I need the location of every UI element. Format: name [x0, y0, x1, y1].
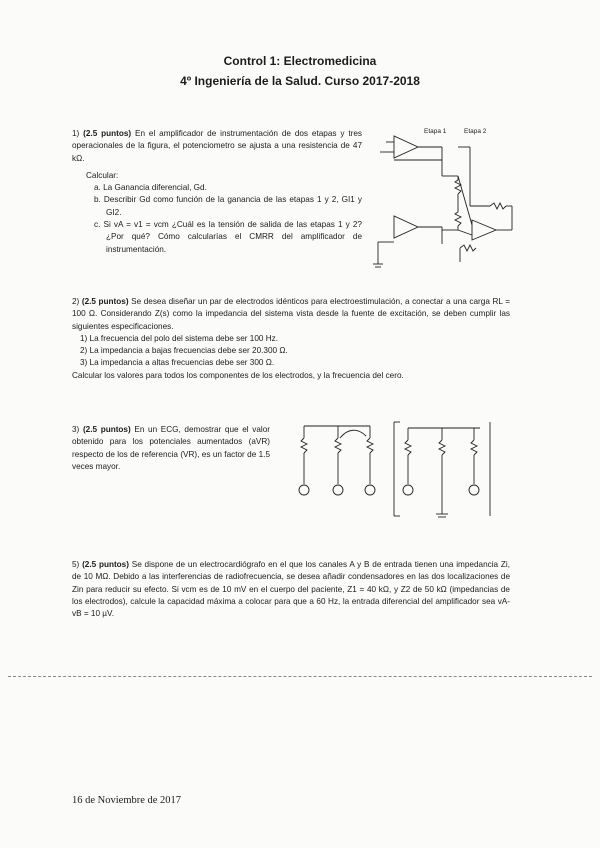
q3-points: (2.5 puntos) — [82, 425, 131, 434]
q2-spec-1: 1) La frecuencia del polo del sistema debe ser 100 Hz. — [80, 333, 278, 343]
q2-points: (2.5 puntos) — [81, 297, 129, 306]
q1-calc: Calcular: — [86, 170, 119, 180]
instrumentation-amplifier-figure — [372, 124, 520, 274]
q2-tail: Calcular los valores para todos los componentes de los electrodos, y la frecuencia del cero. — [72, 370, 404, 380]
question-5 — [72, 559, 510, 620]
q1-item-b: b. Describir Gd como función de la ganancia de las etapas 1 y 2, GI1 y GI2. — [94, 195, 362, 217]
q1-text: En el amplificador de instrumentación de dos etapas y tres operacionales de la figura, el potenciometro se ajusta a una resistencia de 47 kΩ. — [72, 129, 362, 163]
q2-number: 2) — [72, 297, 80, 306]
q2-spec-3: 3) La impedancia a altas frecuencias debe ser 300 Ω. — [80, 358, 275, 368]
page-divider — [8, 676, 592, 677]
q1-item-a: a. La Ganancia diferencial, Gd. — [94, 183, 207, 193]
q5-points: (2.5 puntos) — [82, 560, 129, 569]
question-2 — [72, 296, 510, 382]
exam-date: 16 de Noviembre de 2017 — [72, 795, 182, 806]
question-3 — [72, 424, 270, 473]
q3-number: 3) — [72, 425, 80, 434]
ecg-leads-figure — [290, 416, 500, 524]
q5-number: 5) — [72, 560, 80, 569]
q1-points: (2.5 puntos) — [83, 129, 132, 138]
q3-text: En un ECG, demostrar que el valor obtenido para los potenciales aumentados (aVR) respecto de los de referencia (VR), es un factor de 1.5 veces mayor. — [72, 425, 270, 471]
question-1 — [72, 128, 362, 256]
q2-spec-2: 2) La impedancia a bajas frecuencias debe ser 20.300 Ω. — [80, 346, 288, 356]
fig-label-stage-1: Etapa 1 — [424, 128, 447, 135]
q2-text: Se desea diseñar un par de electrodos idénticos para electroestimulación, a conectar a una carga RL = 100 Ω. Considerando Z(s) como la impedancia del sistema vista desde la fuente de excitación, se deben cumplir las siguientes especificaciones. — [72, 297, 510, 331]
q5-text: Se dispone de un electrocardiógrafo en el que los canales A y B de entrada tienen una impedancia Zi, de 10 MΩ. Debido a las interferencias de radiofrecuencia, se desea añadir condensadores en las dos localizaciones de Zin para reducir su efecto. Si vcm es de 10 mV en el cuerpo del paciente, Z1 = 40 kΩ, y Z2 de 50 kΩ (impedancias de los electrodos), calcule la capacidad máxima a colocar para que a 60 Hz, la entrada diferencial del amplificador sea vA-vB = 10 µV. — [72, 560, 510, 619]
q1-number: 1) — [72, 129, 80, 138]
fig-label-stage-2: Etapa 2 — [464, 128, 487, 135]
q1-item-c: c. Si vA = v1 = vcm ¿Cuál es la tensión de salida de las etapas 1 y 2? ¿Por qué? Cómo calcularías el CMRR del amplificador de instrumentación. — [94, 220, 362, 254]
document-subtitle: 4º Ingeniería de la Salud. Curso 2017-2018 — [180, 74, 420, 88]
document-title: Control 1: Electromedicina — [223, 54, 377, 68]
